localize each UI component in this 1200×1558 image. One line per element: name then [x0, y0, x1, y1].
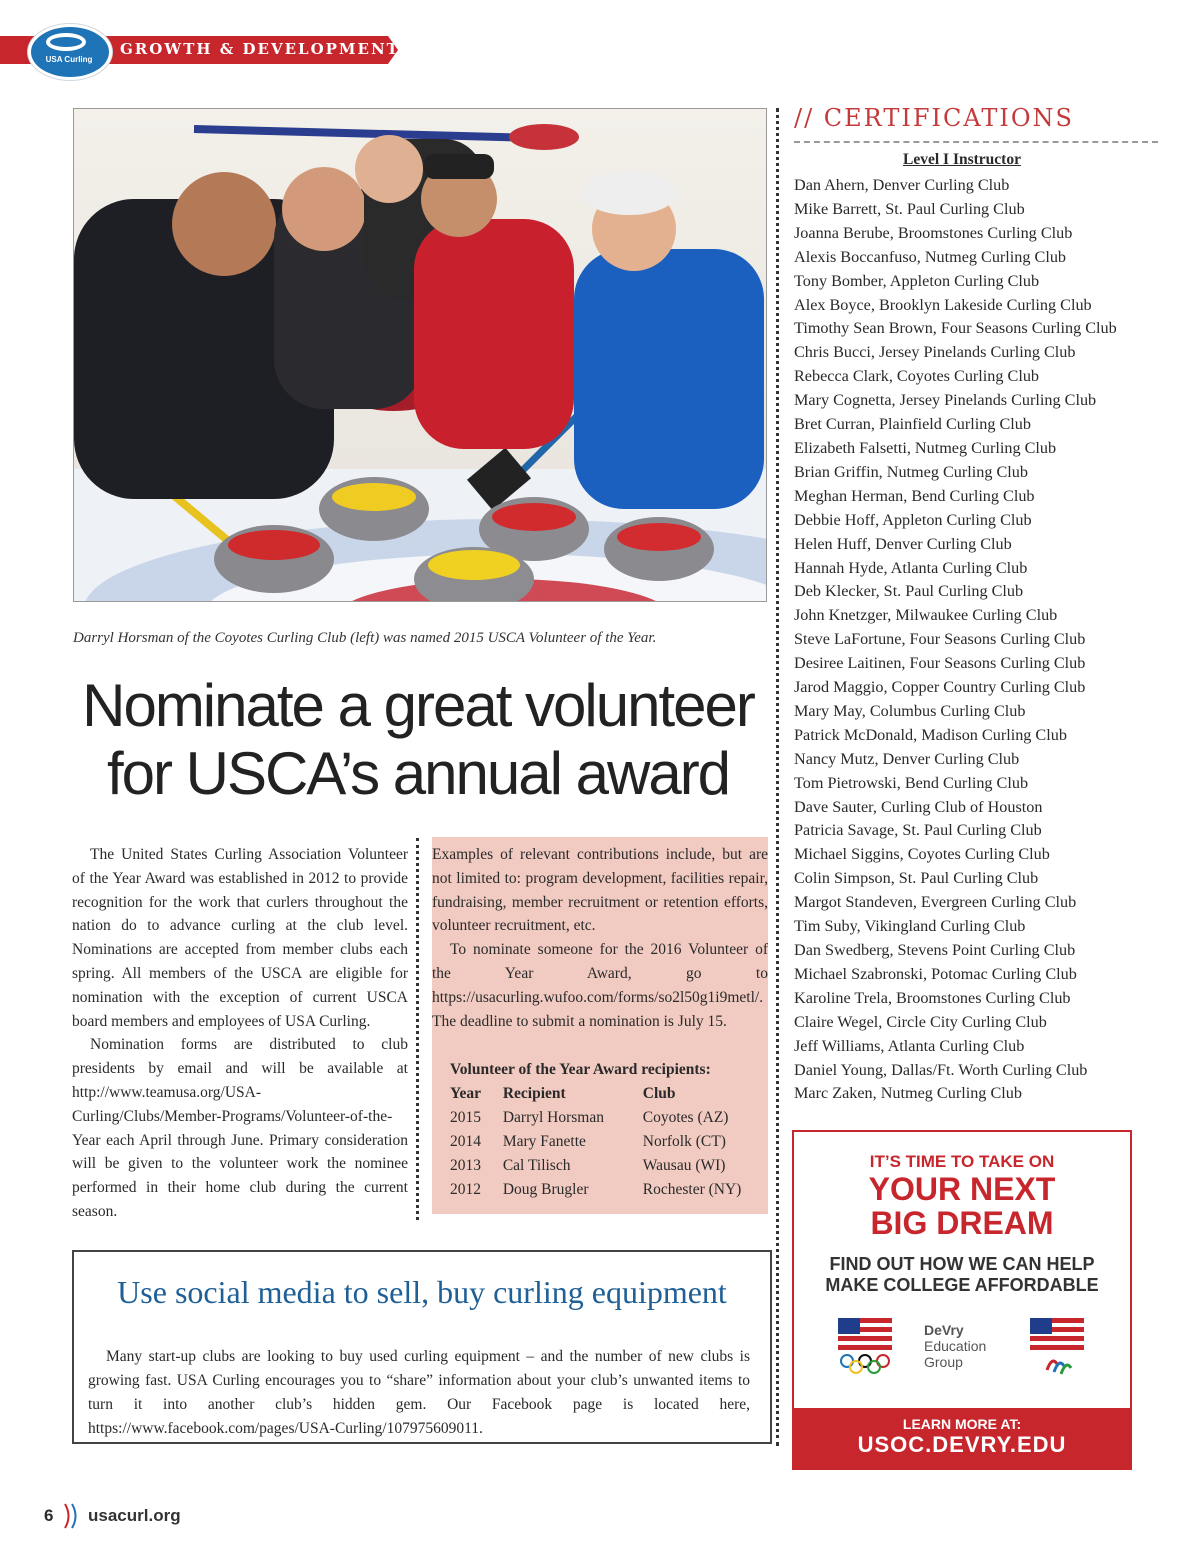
list-item: Joanna Berube, Broomstones Curling Club	[794, 223, 1073, 242]
header-recipient: Recipient	[502, 1085, 566, 1102]
list-item: Nancy Mutz, Denver Curling Club	[794, 749, 1020, 768]
section-label: GROWTH & DEVELOPMENT	[120, 40, 400, 58]
ad-headline	[794, 1172, 1130, 1240]
list-item: Timothy Sean Brown, Four Seasons Curling Club	[794, 319, 1117, 338]
logo-ring-icon	[46, 33, 86, 51]
ad-subhead	[794, 1254, 1130, 1296]
list-item: Michael Siggins, Coyotes Curling Club	[794, 845, 1050, 864]
ad-cta-url[interactable]: USOC.DEVRY.EDU	[857, 1432, 1067, 1457]
headline-line-2: for USCA’s annual award	[106, 740, 730, 807]
social-media-body	[88, 1345, 750, 1441]
list-item: Debbie Hoff, Appleton Curling Club	[794, 510, 1032, 529]
paragraph: Examples of relevant contributions include, but are not limited to: program development, facilities repair, fundraising, member recruitment or retention efforts, volunteer recruitment, etc.	[432, 846, 768, 935]
table-row	[450, 1130, 770, 1154]
list-item: Deb Klecker, St. Paul Curling Club	[794, 582, 1024, 601]
list-item: Michael Szabronski, Potomac Curling Club	[794, 964, 1077, 983]
devry-brand-2: Education	[924, 1338, 987, 1354]
certifications-title: // CERTIFICATIONS	[794, 104, 1074, 132]
logo-text: USA Curling	[45, 55, 93, 64]
devry-brand-3: Group	[924, 1354, 963, 1370]
article-headline	[60, 672, 776, 808]
paragraph: Many start-up clubs are looking to buy used curling equipment – and the number of new clubs is growing fast. USA Curling encourages you to “share” information about your club’s unwanted items to turn it into another club’s hidden gem. Our Facebook page is located here, https://www.facebook.com/pages/USA-Curling/107975609011.	[88, 1348, 750, 1437]
header-year: Year	[450, 1085, 481, 1102]
certifications-rule	[794, 141, 1158, 143]
social-media-title: Use social media to sell, buy curling equipment	[117, 1274, 727, 1310]
list-item: Alex Boyce, Brooklyn Lakeside Curling Club	[794, 295, 1092, 314]
list-item: Bret Curran, Plainfield Curling Club	[794, 415, 1031, 434]
paragraph: Nomination forms are distributed to club presidents by email and will be available at http://www.teamusa.org/USA-Curling/Clubs/Member-Programs/Volunteer-of-the-Year each April through June. Primary consideration will be given to the volunteer work the nominee performed in their home club during the current season.	[72, 1036, 408, 1220]
double-bracket-icon	[62, 1502, 82, 1530]
list-item: Alexis Boccanfuso, Nutmeg Curling Club	[794, 247, 1067, 266]
ad-kicker: IT’S TIME TO TAKE ON	[869, 1152, 1055, 1171]
list-item: Tim Suby, Vikingland Curling Club	[794, 917, 1026, 936]
list-item: Dave Sauter, Curling Club of Houston	[794, 797, 1043, 816]
curlers-photo	[73, 108, 767, 602]
paralympic-agitos-icon	[1044, 1354, 1074, 1376]
list-item: Margot Standeven, Evergreen Curling Club	[794, 893, 1077, 912]
year-cell: 2014	[450, 1133, 481, 1150]
list-item: Helen Huff, Denver Curling Club	[794, 534, 1012, 553]
recipient-cell: Cal Tilisch	[502, 1157, 571, 1174]
list-item: Mary May, Columbus Curling Club	[794, 701, 1026, 720]
list-item: Hannah Hyde, Atlanta Curling Club	[794, 558, 1028, 577]
recipients-title: Volunteer of the Year Award recipients:	[450, 1061, 711, 1078]
ad-cta-label: LEARN MORE AT:	[902, 1416, 1022, 1432]
recipients-table	[450, 1058, 770, 1202]
year-cell: 2013	[450, 1157, 481, 1174]
instructor-list	[794, 174, 1154, 1106]
article-column-2	[432, 843, 768, 1033]
header-club: Club	[642, 1085, 676, 1102]
devry-brand-1: DeVry	[924, 1322, 964, 1338]
ad-subhead-line-1: FIND OUT HOW WE CAN HELP	[829, 1254, 1095, 1274]
ad-headline-line-2: BIG DREAM	[870, 1205, 1054, 1241]
us-flag-olympic-icon	[838, 1318, 892, 1350]
list-item: Desiree Laitinen, Four Seasons Curling Club	[794, 654, 1086, 673]
year-cell: 2012	[450, 1181, 481, 1198]
list-item: Patricia Savage, St. Paul Curling Club	[794, 821, 1042, 840]
paragraph: The United States Curling Association Volunteer of the Year Award was established in 2012 to provide recognition for the work that curlers throughout the nation do to advance curling at the club level. Nominations are accepted from member clubs each spring. All members of the USCA are eligible for nomination with the exception of current USCA board members and employees of USA Curling.	[72, 846, 408, 1030]
list-item: Meghan Herman, Bend Curling Club	[794, 486, 1035, 505]
ad-subhead-line-2: MAKE COLLEGE AFFORDABLE	[825, 1275, 1099, 1295]
article-column-1	[72, 843, 408, 1224]
list-item: Patrick McDonald, Madison Curling Club	[794, 725, 1067, 744]
club-cell: Wausau (WI)	[642, 1157, 726, 1174]
list-item: Karoline Trela, Broomstones Curling Club	[794, 988, 1071, 1007]
club-cell: Rochester (NY)	[642, 1181, 742, 1198]
headline-line-1: Nominate a great volunteer	[82, 672, 754, 739]
list-item: Elizabeth Falsetti, Nutmeg Curling Club	[794, 438, 1057, 457]
list-item: Chris Bucci, Jersey Pinelands Curling Club	[794, 343, 1076, 362]
devry-advertisement[interactable]	[792, 1130, 1132, 1470]
ad-cta-bar[interactable]	[794, 1408, 1130, 1470]
sidebar-divider	[776, 108, 779, 1446]
list-item: Dan Ahern, Denver Curling Club	[794, 176, 1010, 194]
photo-illustration	[74, 109, 766, 601]
page-number: 6	[44, 1506, 54, 1525]
club-cell: Coyotes (AZ)	[642, 1109, 729, 1126]
olympic-rings-icon	[838, 1354, 892, 1374]
table-row	[450, 1154, 770, 1178]
column-divider	[416, 838, 419, 1220]
footer-website[interactable]: usacurl.org	[88, 1506, 181, 1525]
list-item: Marc Zaken, Nutmeg Curling Club	[794, 1084, 1022, 1103]
list-item: Colin Simpson, St. Paul Curling Club	[794, 869, 1039, 888]
list-item: Jeff Williams, Atlanta Curling Club	[794, 1036, 1025, 1055]
table-row	[450, 1178, 770, 1202]
paragraph: To nominate someone for the 2016 Volunteer of the Year Award, go to https://usacurling.wufoo.com/forms/so2l50g1i9metl/. The deadline to submit a nomination is July 15.	[432, 941, 768, 1030]
list-item: Mary Cognetta, Jersey Pinelands Curling Club	[794, 391, 1097, 410]
recipient-cell: Darryl Horsman	[502, 1109, 604, 1126]
recipient-cell: Doug Brugler	[502, 1181, 589, 1198]
list-item: Steve LaFortune, Four Seasons Curling Club	[794, 630, 1086, 649]
list-item: Jarod Maggio, Copper Country Curling Club	[794, 678, 1086, 697]
list-item: Brian Griffin, Nutmeg Curling Club	[794, 462, 1028, 481]
list-item: Tom Pietrowski, Bend Curling Club	[794, 773, 1029, 792]
list-item: Daniel Young, Dallas/Ft. Worth Curling Club	[794, 1060, 1088, 1079]
photo-caption: Darryl Horsman of the Coyotes Curling Club (left) was named 2015 USCA Volunteer of the Year.	[73, 630, 657, 646]
list-item: Dan Swedberg, Stevens Point Curling Club	[794, 941, 1076, 959]
year-cell: 2015	[450, 1109, 481, 1126]
club-cell: Norfolk (CT)	[642, 1133, 726, 1150]
table-header	[450, 1082, 770, 1106]
list-item: Mike Barrett, St. Paul Curling Club	[794, 199, 1025, 218]
list-item: Tony Bomber, Appleton Curling Club	[794, 271, 1040, 290]
list-item: Rebecca Clark, Coyotes Curling Club	[794, 367, 1040, 386]
list-item: John Knetzger, Milwaukee Curling Club	[794, 606, 1058, 625]
list-item: Claire Wegel, Circle City Curling Club	[794, 1012, 1047, 1031]
ad-headline-line-1: YOUR NEXT	[868, 1171, 1056, 1207]
level-heading: Level I Instructor	[903, 151, 1021, 168]
devry-logo	[924, 1322, 1004, 1370]
us-flag-paralympic-icon	[1030, 1318, 1084, 1350]
table-row	[450, 1106, 770, 1130]
recipient-cell: Mary Fanette	[502, 1133, 586, 1150]
